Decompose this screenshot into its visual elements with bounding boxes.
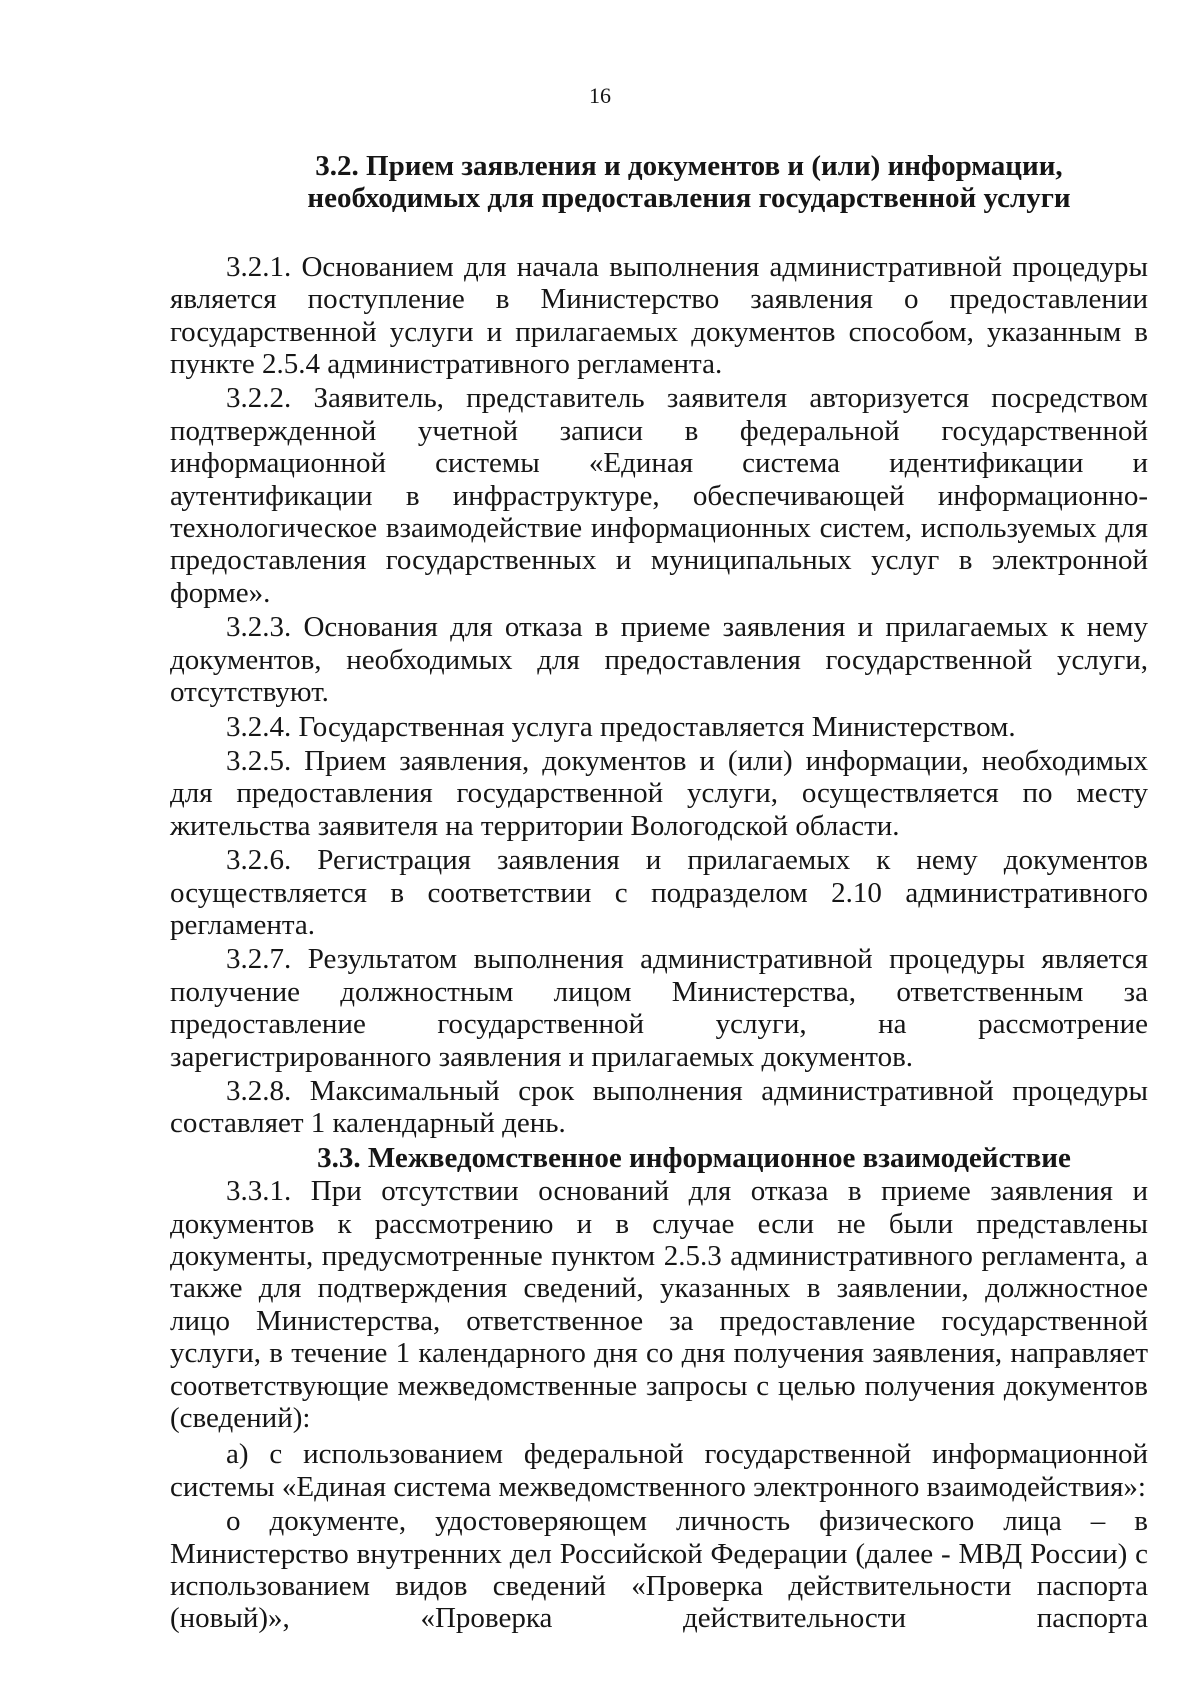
paragraph-3-2-8: 3.2.8. Максимальный срок выполнения административной процедуры составляет 1 календарный день. (170, 1074, 1148, 1140)
paragraph-3-2-7: 3.2.7. Результатом выполнения административной процедуры является получение должностным лицом Министерства, ответственным за предоставление государственной услуги, на рассмотрение зарегистрированного заявления и прилагаемых документов. (170, 943, 1148, 1073)
paragraph-3-2-4: 3.2.4. Государственная услуга предоставляется Министерством. (226, 710, 1016, 743)
paragraph-3-3-1-a: а) с использованием федеральной государственной информационной системы «Единая система межведомственного электронного взаимодействия»: (170, 1438, 1148, 1503)
paragraph-3-2-1: 3.2.1. Основанием для начала выполнения административной процедуры является поступление в Министерство заявления о предоставлении государственной услуги и прилагаемых документов способом, указанным в пункте 2.5.4 административного регламента. (170, 250, 1148, 381)
page-body (170, 150, 1148, 1635)
section-heading-3-3: 3.3. Межведомственное информационное взаимодействие (317, 1141, 1071, 1174)
paragraph-3-2-6: 3.2.6. Регистрация заявления и прилагаемых к нему документов осуществляется в соответствии с подразделом 2.10 административного регламента. (170, 844, 1148, 941)
section-heading-3-2: 3.2. Прием заявления и документов и (или) информации, необходимых для предоставления государственной услуги (307, 150, 1071, 215)
page-number: 16 (589, 83, 611, 108)
paragraph-3-2-2: 3.2.2. Заявитель, представитель заявителя авторизуется посредством подтвержденной учетной записи в федеральной государственной информационной системы «Единая система идентификации и аутентификации в инфраструктуре, обеспечивающей информационно-технологическое взаимодействие информационных систем, используемых для предоставления государственных и муниципальных услуг в электронной форме». (170, 382, 1148, 609)
paragraph-3-2-3: 3.2.3. Основания для отказа в приеме заявления и прилагаемых к нему документов, необходимых для предоставления государственной услуги, отсутствуют. (170, 611, 1148, 709)
paragraph-3-3-1-a-passport: о документе, удостоверяющем личность физического лица – в Министерство внутренних дел Российской Федерации (далее - МВД России) с использованием видов сведений «Проверка действительности паспорта (новый)», «Проверка действительности паспорта (170, 1505, 1148, 1635)
paragraph-3-2-5: 3.2.5. Прием заявления, документов и (или) информации, необходимых для предоставления государственной услуги, осуществляется по месту жительства заявителя на территории Вологодской области. (170, 744, 1148, 842)
paragraph-3-3-1: 3.3.1. При отсутствии оснований для отказа в приеме заявления и документов к рассмотрению и в случае если не были представлены документы, предусмотренные пунктом 2.5.3 административного регламента, а также для подтверждения сведений, указанных в заявлении, должностное лицо Министерства, ответственное за предоставление государственной услуги, в течение 1 календарного дня со дня получения заявления, направляет соответствующие межведомственные запросы с целью получения документов (сведений): (170, 1175, 1148, 1435)
